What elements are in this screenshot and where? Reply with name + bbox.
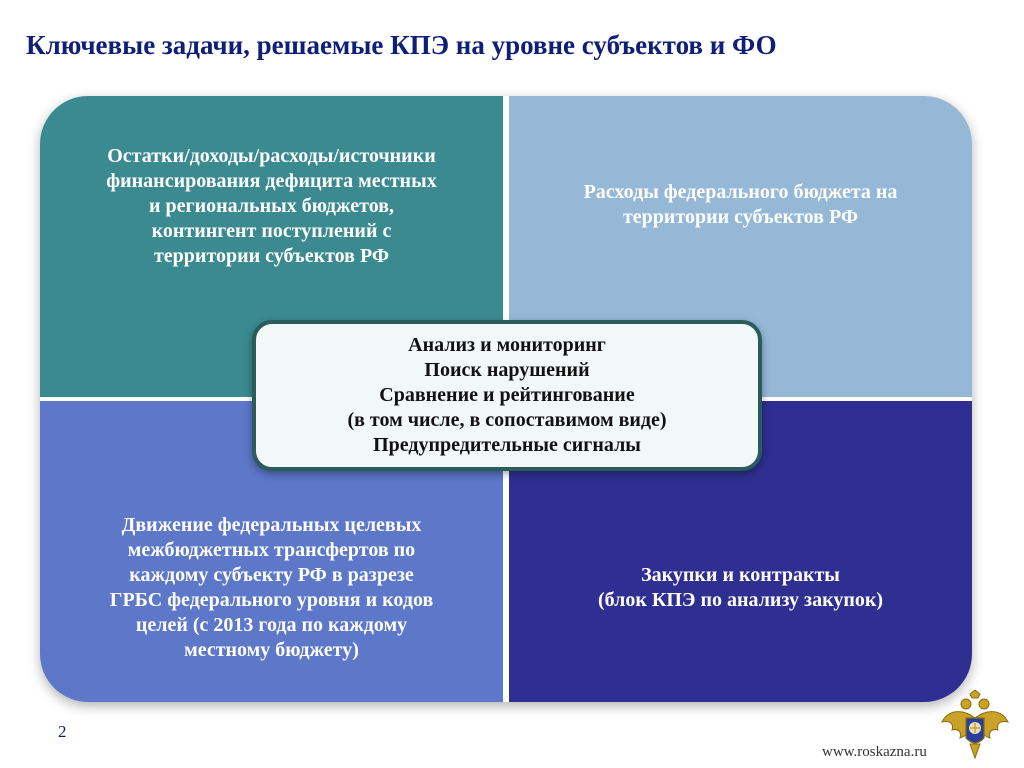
quadrant-bottom-right-text: Закупки и контракты (блок КПЭ по анализу закупок) — [597, 564, 884, 611]
center-task-item: (в том числе, в сопоставимом виде) — [347, 409, 667, 431]
center-task-item: Сравнение и рейтингование — [379, 384, 635, 406]
website-link[interactable]: www.roskazna.ru — [822, 744, 927, 760]
center-task-item: Предупредительные сигналы — [373, 434, 641, 456]
center-tasks-list — [347, 333, 666, 458]
quadrant-top-right-text: Расходы федерального бюджета на территории субъектов РФ — [583, 181, 898, 228]
page-number: 2 — [58, 722, 67, 741]
quadrant-top-left-text: Остатки/доходы/расходы/источники финансирования дефицита местных и региональных бюджетов, контингент поступлений с территории субъектов РФ — [106, 145, 437, 267]
quadrant-bottom-left-text: Движение федеральных целевых межбюджетных трансфертов по каждому субъекту РФ в разрезе ГРБС федерального уровня и кодов целей (с 2013 года по каждому местному бюджету) — [109, 514, 434, 661]
slide-title: Ключевые задачи, решаемые КПЭ на уровне субъектов и ФО — [26, 30, 777, 60]
center-task-item: Анализ и мониторинг — [408, 334, 606, 356]
center-task-item: Поиск нарушений — [424, 359, 590, 381]
center-tasks-box — [252, 320, 762, 471]
double-headed-eagle-emblem-icon — [940, 688, 1010, 764]
